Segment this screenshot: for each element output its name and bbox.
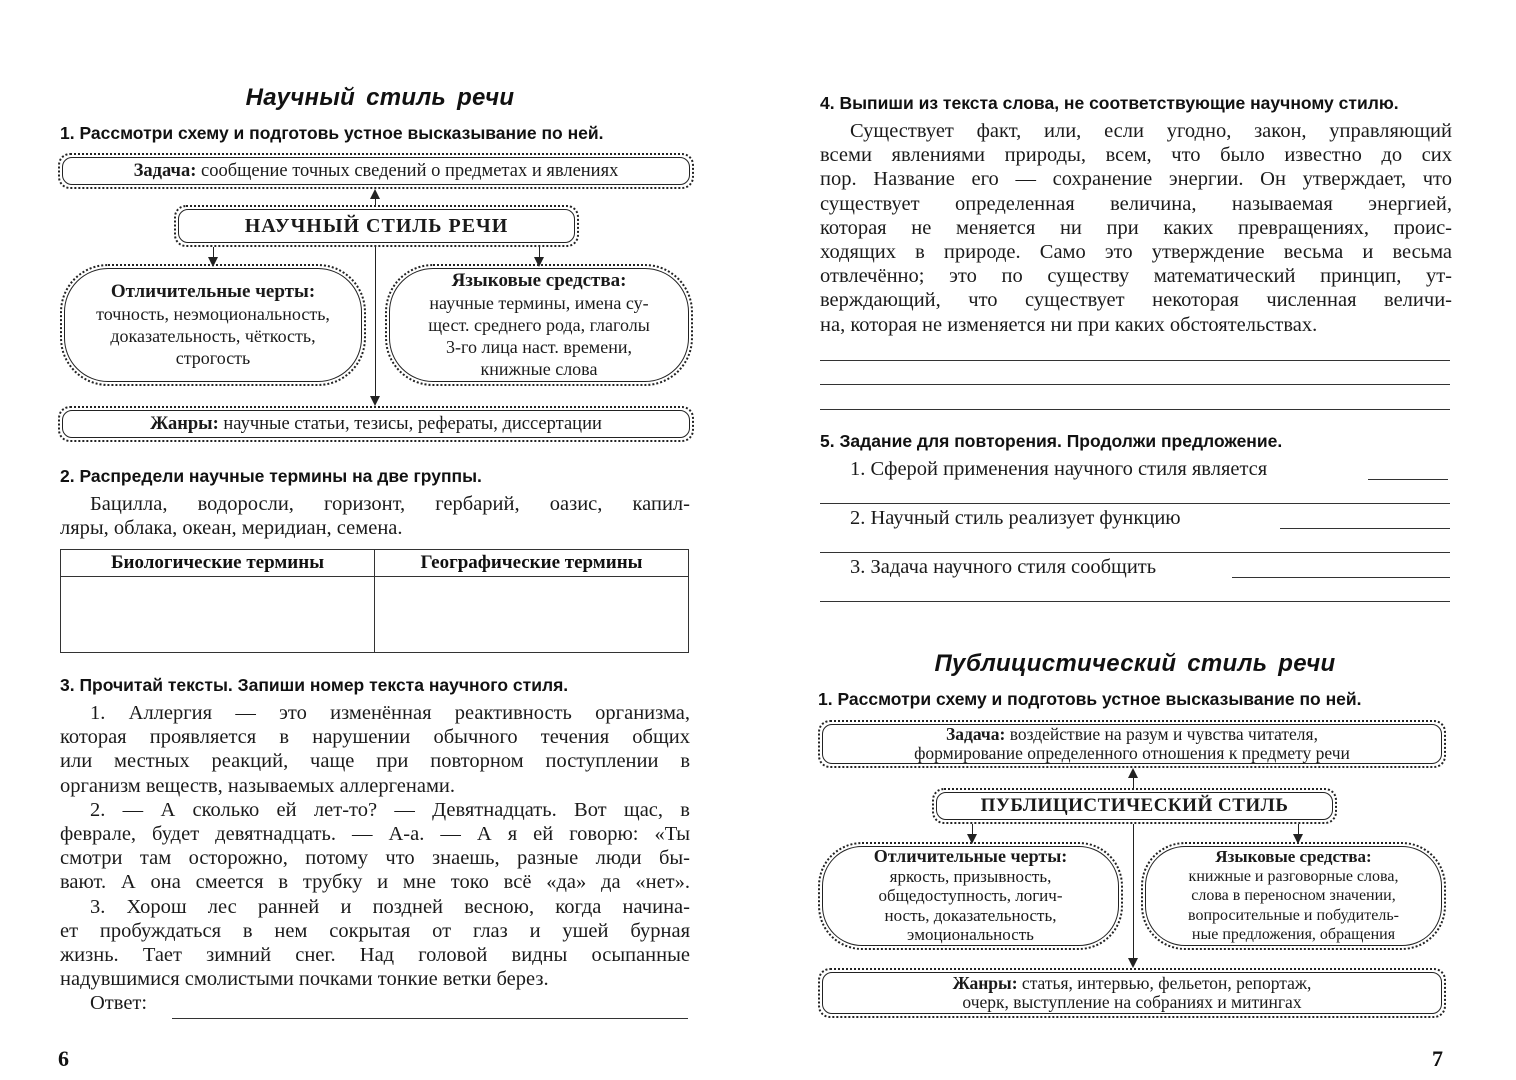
write-line[interactable] bbox=[820, 601, 1450, 602]
write-line[interactable] bbox=[1232, 577, 1450, 578]
section2-heading: 1. Рассмотри схему и подготовь устное высказывание по ней. bbox=[818, 689, 1362, 709]
table-header-geo: Географические термины bbox=[375, 550, 689, 577]
pub-genres-label: Жанры: bbox=[952, 973, 1018, 993]
write-line[interactable] bbox=[1280, 528, 1450, 529]
write-line[interactable] bbox=[1368, 479, 1448, 480]
task5-item: 3. Задача научного стиля сообщить bbox=[850, 556, 1157, 578]
sci-means-label: Языковые средства: bbox=[451, 270, 627, 291]
text-line: вают. А она смеется в трубку и мне токо всё «да» да «нет». bbox=[60, 871, 690, 894]
pub-features-label: Отличительные черты: bbox=[873, 846, 1068, 867]
pub-goal-text: формирование определенного отношения к предмету речи bbox=[914, 743, 1350, 763]
text-1 bbox=[60, 701, 690, 798]
terms-table bbox=[60, 549, 689, 653]
pub-means-box bbox=[1141, 842, 1446, 950]
sci-genres-label: Жанры: bbox=[150, 413, 219, 434]
pub-goal-box bbox=[818, 720, 1446, 768]
page-number-left: 6 bbox=[58, 1046, 69, 1071]
text-line: существует определенная величина, называемая энергией, bbox=[820, 192, 1452, 215]
table-cell-geo[interactable] bbox=[375, 577, 689, 653]
pub-means-line: вопросительные и побудитель- bbox=[1188, 906, 1399, 924]
task2-line: ляры, облака, океан, меридиан, семена. bbox=[60, 517, 403, 540]
pub-means-label: Языковые средства: bbox=[1215, 847, 1372, 867]
pub-features-box bbox=[818, 842, 1123, 950]
task2-text bbox=[60, 492, 690, 540]
sci-means-line: научные термины, имена су- bbox=[429, 293, 649, 313]
text-line: смотри там осторожно, потому что знаешь, разные люди бы- bbox=[60, 847, 690, 870]
arrow-down-icon bbox=[1128, 958, 1138, 968]
text-line: Существует факт, или, если угодно, закон, управляющий bbox=[850, 120, 1452, 142]
pub-goal-text: воздействие на разум и чувства читателя, bbox=[1009, 724, 1318, 744]
text-line: феврале, будет девятнадцать. — А-а. — А я ей говорю: «Ты bbox=[60, 823, 690, 846]
text-line: надувшимися смолистыми почками тонкие ветки берез. bbox=[60, 968, 549, 991]
sci-features-line: доказательность, чёткость, bbox=[110, 326, 316, 346]
task5-item: 1. Сферой применения научного стиля является bbox=[850, 458, 1268, 480]
pub-means-line: книжные и разговорные слова, bbox=[1188, 867, 1399, 885]
pub-means-line: ные предложения, обращения bbox=[1191, 926, 1396, 944]
text-line: 2. — А сколько ей лет-то? — Девятнадцать. Вот щас, в bbox=[90, 798, 690, 821]
task2-line: Бацилла, водоросли, горизонт, гербарий, оазис, капил- bbox=[90, 493, 690, 515]
sci-means-line: 3-го лица наст. времени, bbox=[446, 337, 632, 357]
arrow-down-icon bbox=[370, 396, 380, 406]
page-number-right: 7 bbox=[1432, 1046, 1443, 1071]
task4-text bbox=[820, 119, 1452, 337]
pub-genres-text: очерк, выступление на собраниях и митингах bbox=[962, 992, 1302, 1012]
sci-features-line: строгость bbox=[175, 348, 251, 368]
task1-heading: 1. Рассмотри схему и подготовь устное высказывание по ней. bbox=[60, 123, 604, 143]
sci-genres-box bbox=[58, 406, 694, 442]
right-page-title: Публицистический стиль речи bbox=[934, 650, 1336, 677]
task5-heading: 5. Задание для повторения. Продолжи предложение. bbox=[820, 431, 1283, 451]
sci-means-line: книжные слова bbox=[480, 359, 598, 379]
pub-genres-text: статья, интервью, фельетон, репортаж, bbox=[1021, 973, 1312, 993]
sci-center-box bbox=[174, 205, 579, 247]
table-header-bio: Биологические термины bbox=[61, 550, 375, 577]
answer-label: Ответ: bbox=[90, 992, 148, 1015]
answer-line[interactable] bbox=[172, 1018, 688, 1019]
text-line: верждающий, что существует некоторая численная величи- bbox=[820, 289, 1452, 312]
text-line: ходящих в природе. Само это утверждение весьма и весьма bbox=[820, 241, 1452, 264]
write-line[interactable] bbox=[820, 503, 1450, 504]
task5-item: 2. Научный стиль реализует функцию bbox=[850, 507, 1181, 529]
text-line: отвлечённо; это по существу математический принцип, ут- bbox=[820, 265, 1452, 288]
table-cell-bio[interactable] bbox=[61, 577, 375, 653]
write-line[interactable] bbox=[820, 360, 1450, 361]
text-3 bbox=[60, 895, 690, 992]
text-line: которая не меняется ни при каких превращениях, проис- bbox=[820, 216, 1452, 239]
sci-genres-text: научные статьи, тезисы, рефераты, диссертации bbox=[223, 413, 602, 434]
pub-features-line: яркость, призывность, bbox=[889, 866, 1052, 886]
task3-heading: 3. Прочитай тексты. Запиши номер текста научного стиля. bbox=[60, 675, 569, 695]
write-line[interactable] bbox=[820, 552, 1450, 553]
pub-features-line: эмоциональность bbox=[907, 925, 1034, 945]
sci-center-label: НАУЧНЫЙ СТИЛЬ РЕЧИ bbox=[178, 209, 575, 243]
sci-means-line: щест. среднего рода, глаголы bbox=[428, 315, 650, 335]
sci-features-line: точность, неэмоциональность, bbox=[96, 304, 330, 324]
text-line: на, которая не изменяется ни при каких обстоятельствах. bbox=[820, 313, 1318, 336]
task2-heading: 2. Распредели научные термины на две группы. bbox=[60, 466, 482, 486]
write-line[interactable] bbox=[820, 409, 1450, 410]
sci-means-box bbox=[385, 264, 693, 386]
left-page-title: Научный стиль речи bbox=[245, 84, 515, 111]
sci-goal-text: сообщение точных сведений о предметах и явлениях bbox=[201, 160, 619, 181]
sci-features-label: Отличительные черты: bbox=[110, 281, 316, 302]
pub-means-line: слова в переносном значении, bbox=[1191, 887, 1396, 905]
pub-features-line: общедоступность, логич- bbox=[878, 886, 1063, 906]
pub-genres-box bbox=[818, 968, 1446, 1018]
text-line: жизнь. Тает зимний снег. Над головой видны осыпанные bbox=[60, 944, 690, 967]
text-2 bbox=[60, 798, 690, 895]
text-line: 3. Хорош лес ранней и поздней весною, когда начина- bbox=[90, 895, 690, 918]
task3-texts bbox=[60, 701, 690, 1016]
text-line: всеми явлениями природы, всем, что было известно до сих bbox=[820, 144, 1452, 167]
write-line[interactable] bbox=[820, 384, 1450, 385]
pub-features-line: ность, доказательность, bbox=[884, 905, 1057, 925]
text-line: организм веществ, называемых аллергенами. bbox=[60, 774, 456, 797]
pub-center-box bbox=[932, 788, 1337, 824]
sci-goal-box bbox=[58, 153, 694, 189]
text-line: 1. Аллергия — это изменённая реактивность организма, bbox=[90, 702, 690, 724]
pub-center-label: ПУБЛИЦИСТИЧЕСКИЙ СТИЛЬ bbox=[936, 792, 1333, 820]
text-line: или местных реакций, чаще при повторном поступлении в bbox=[60, 750, 690, 773]
text-line: ет пробуждаться в нем сокрытая от глаз и ушей бурная bbox=[60, 919, 690, 942]
sci-features-box bbox=[60, 264, 366, 386]
text-line: пор. Название его — сохранение энергии. Он утверждает, что bbox=[820, 168, 1452, 191]
text-line: которая проявляется в нарушении обычного течения общих bbox=[60, 726, 690, 749]
task4-heading: 4. Выпиши из текста слова, не соответствующие научному стилю. bbox=[820, 93, 1399, 113]
sci-goal-label: Задача: bbox=[133, 160, 197, 181]
pub-goal-label: Задача: bbox=[946, 724, 1006, 744]
